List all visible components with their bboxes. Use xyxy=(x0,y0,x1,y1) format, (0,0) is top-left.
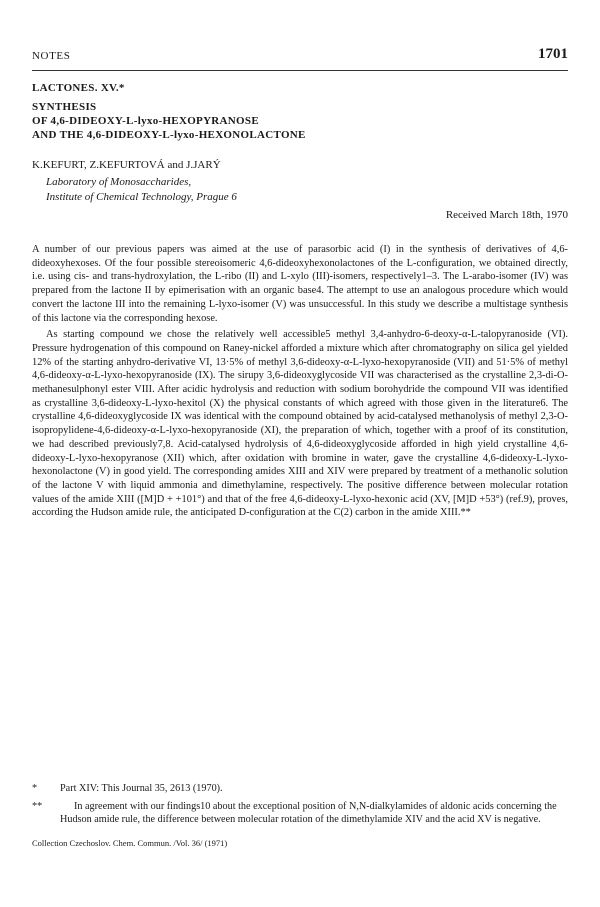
title-line: AND THE 4,6-DIDEOXY-L-lyxo-HEXONOLACTONE xyxy=(32,129,306,141)
footnote xyxy=(32,782,568,796)
article-title xyxy=(32,100,306,142)
running-header xyxy=(32,46,568,68)
section-label: NOTES xyxy=(32,50,71,62)
footnote-mark: * xyxy=(32,783,38,794)
article-body xyxy=(32,243,568,520)
affiliation-line: Institute of Chemical Technology, Prague 6 xyxy=(46,191,237,203)
title-line: OF 4,6-DIDEOXY-L-lyxo-HEXOPYRANOSE xyxy=(32,115,259,127)
footnote-text: In agreement with our findings10 about the exceptional position of N,N-dialkylamides of aldonic acids concerning the Hudson amide rule, the difference between molecular rotation of the dimethylamide XIV and the acid XV is negative. xyxy=(60,800,557,825)
body-paragraph: As starting compound we chose the relatively well accessible5 methyl 3,4-anhydro-6-deoxy-α-L-talopyranoside (VI). Pressure hydrogenation of this compound on Raney-nickel afforded a mixture which after chromatography on silica gel yielded 12% of the starting anhydro-derivative VI, 13·5% of methyl 3,6-dideoxy-α-L-lyxo-hexopyranoside (VII) and 51·5% of methyl 4,6-dideoxy-α-L-lyxo-hexopyranoside (IX). The sirupy 3,6-dideoxyglycoside VII was characterised as the crystalline 2,3-di-O-methanesulphonyl ester VIII. After acidic hydrolysis and reduction with sodium borohydride the compound VII was identified as crystalline 3,6-dideoxy-L-lyxo-hexitol (X) the physical constants of which agreed with those given in the literature6. The crystalline 4,6-dideoxyglycoside IX was identical with the compound obtained by acid-catalysed methanolysis of methyl 2,3-O-isopropylidene-4,6-dideoxy-α-L-lyxo-hexopyranoside (XI), the preparation of which, together with a proof of its constitution, we had described previously7,8. Acid-catalysed hydrolysis of 4,6-dideoxyglycoside afforded in high yield crystalline 4,6-dideoxy-L-lyxo-hexopyranose (XII) which, after oxidation with bromine in water, gave the crystalline 4,6-dideoxy-L-lyxo-hexonolactone (V) in good yield. The corresponding amides XIII and XIV were prepared by treatment of a methanolic solution of the lactone V with liquid ammonia and dimethylamine, respectively. The positive difference between molecular rotation values of the amide XIII ([M]D + +101°) and that of the free 4,6-dideoxy-L-lyxo-hexonic acid (XV, [M]D +53°) (ref.9), proves, according the Hudson amide rule, the anticipated D-configuration at the C(2) carbon in the amide XIII.** xyxy=(32,329,568,519)
affiliation xyxy=(46,175,237,205)
header-rule xyxy=(32,70,568,71)
page-number: 1701 xyxy=(538,46,568,62)
affiliation-line: Laboratory of Monosaccharides, xyxy=(46,176,192,188)
body-paragraph: A number of our previous papers was aimed at the use of parasorbic acid (I) in the synthesis of derivatives of 4,6-dideoxyhexoses. Of the four possible stereoisomeric 4,6-dideoxyhexonolactones of the L-configuration, we obtained directly, i.e. using cis- and trans-hydroxylation, the L-ribo (II) and L-xylo (III)-isomers, respectively1–3. The L-arabo-isomer (IV) was prepared from the lactone II by epimerisation with an organic base4. The attempt to use an analogous procedure which would convert the lactone III into the remaining L-lyxo-isomer (V) was unsuccessful. In this study we describe a multistage synthesis of this lactone via the corresponding hexose. xyxy=(32,244,568,324)
series-title: LACTONES. XV.* xyxy=(32,82,125,94)
footnotes xyxy=(32,782,568,831)
footnote xyxy=(32,800,568,827)
footnote-text: Part XIV: This Journal 35, 2613 (1970). xyxy=(60,783,223,794)
footnote-mark: ** xyxy=(32,800,43,812)
author-list: K.KEFURT, Z.KEFURTOVÁ and J.JARÝ xyxy=(32,159,221,171)
title-line: SYNTHESIS xyxy=(32,101,97,113)
journal-citation-footer: Collection Czechoslov. Chem. Commun. /Vol. 36/ (1971) xyxy=(32,838,228,848)
received-date: Received March 18th, 1970 xyxy=(445,209,568,221)
